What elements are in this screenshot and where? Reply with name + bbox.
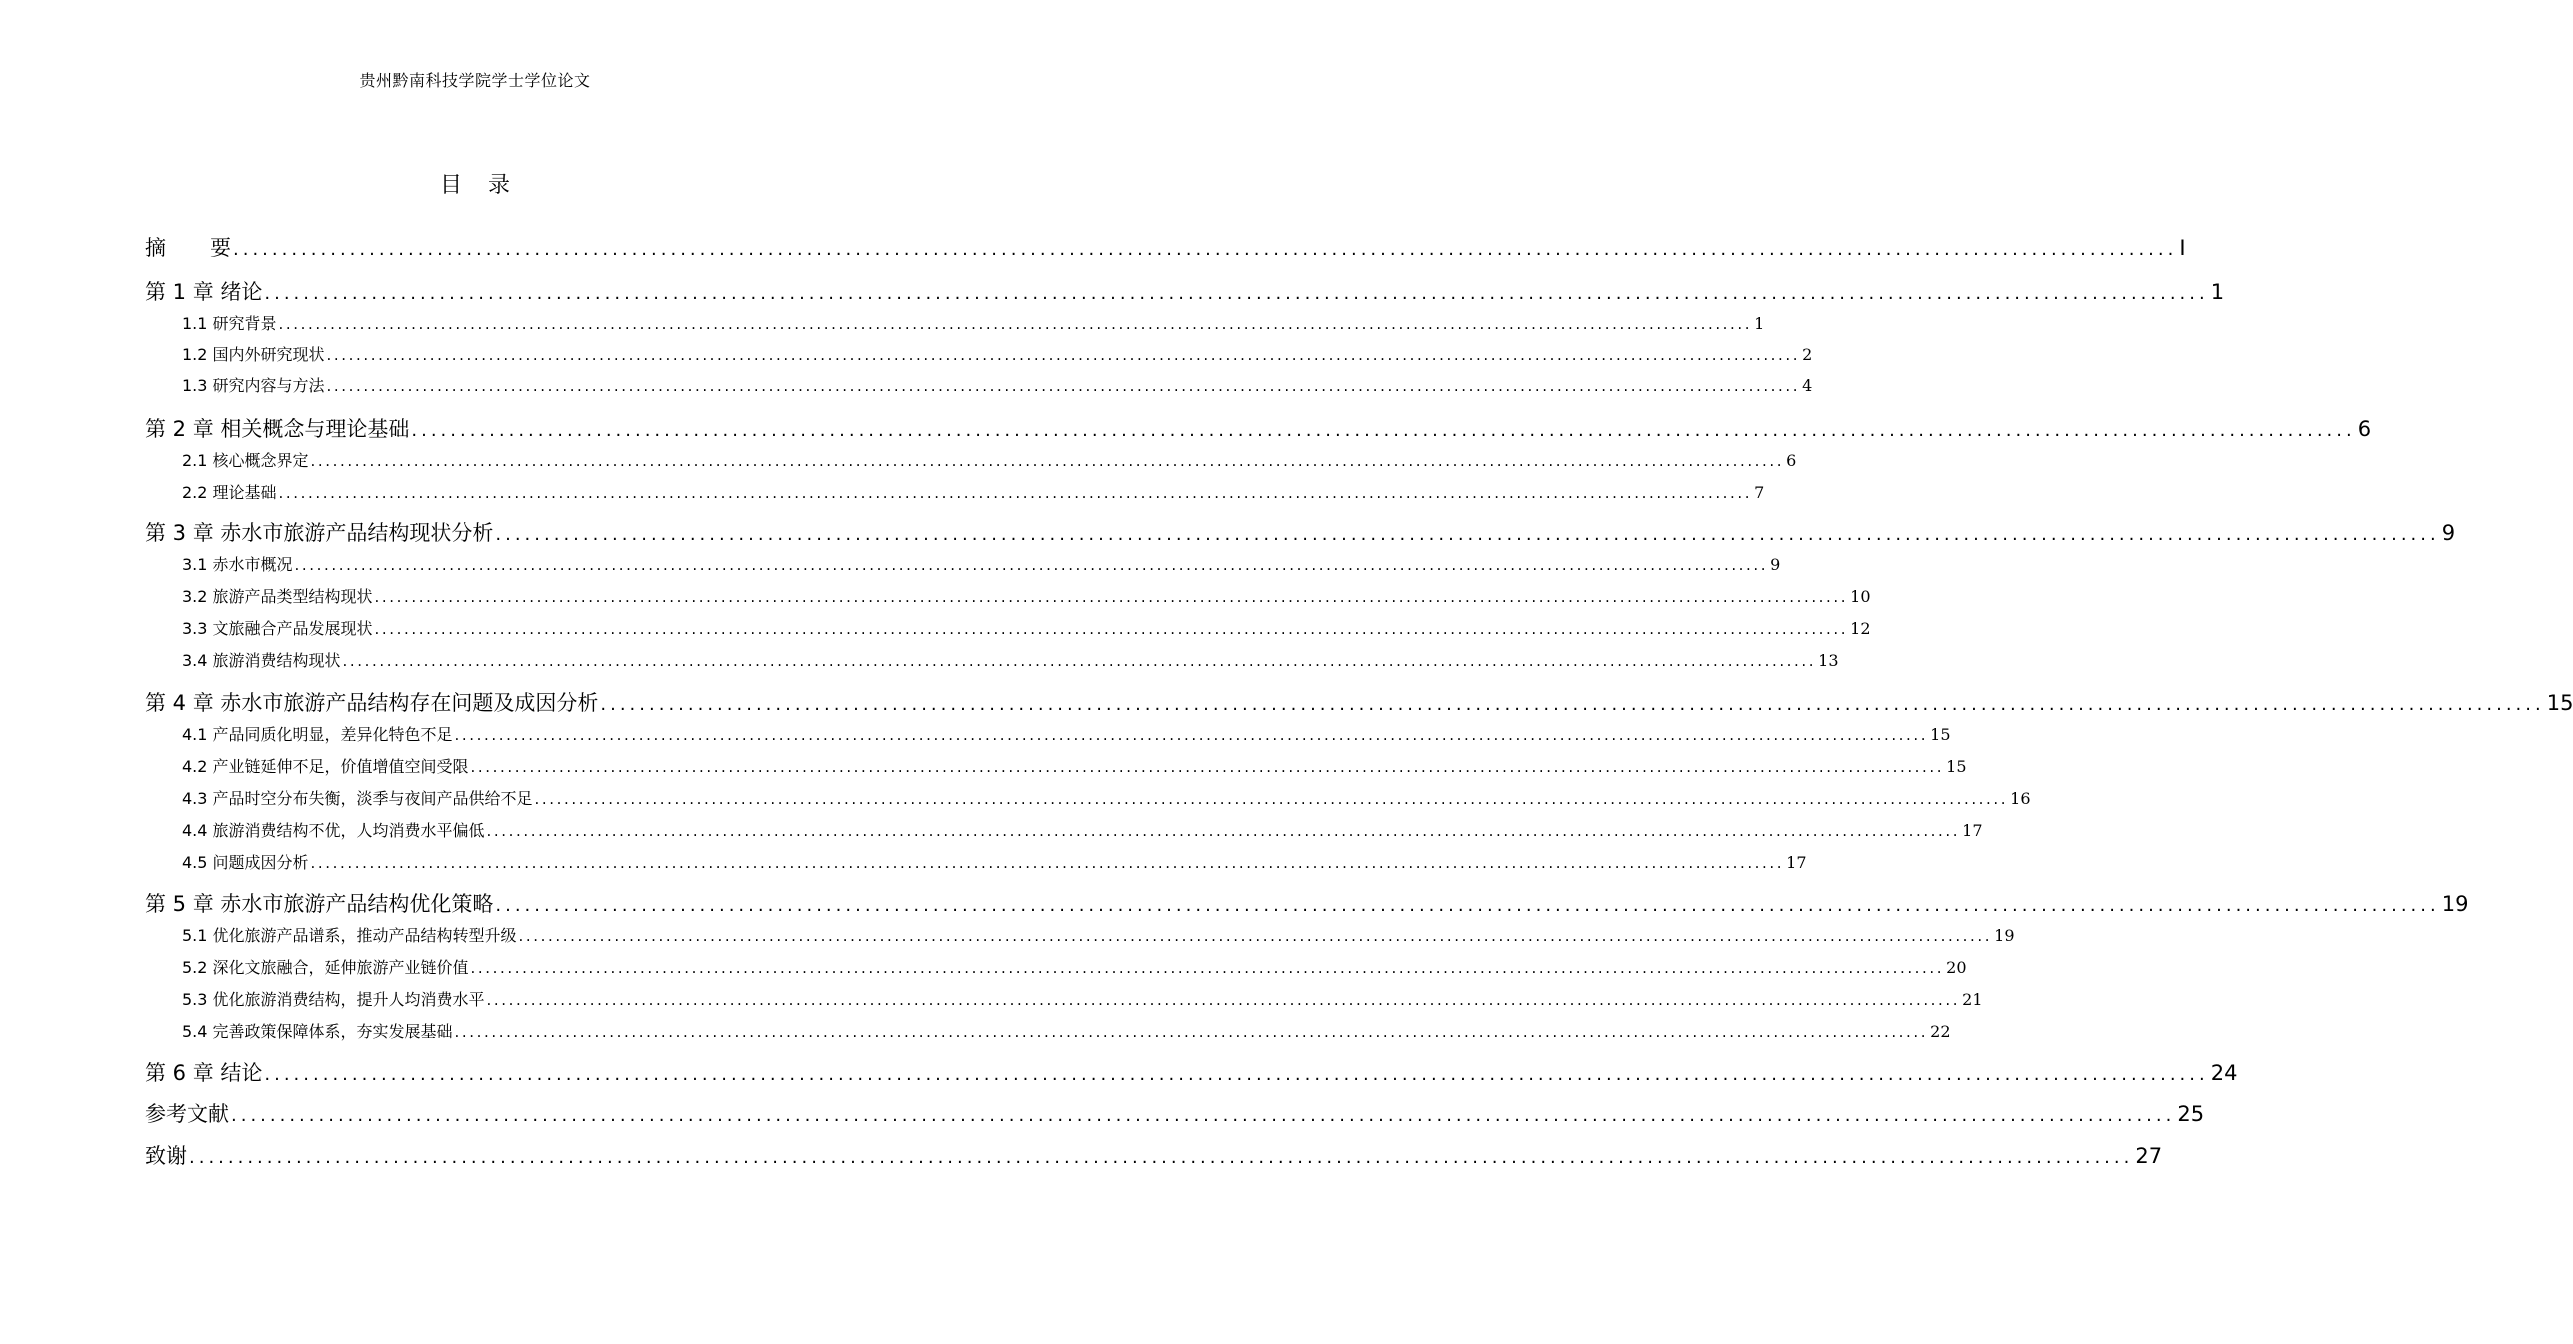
- toc-section-entry[interactable]: [182, 987, 1983, 1011]
- toc-entry-page: 2: [1802, 345, 1813, 364]
- toc-entry-label: 3.4 旅游消费结构现状: [182, 651, 341, 670]
- toc-section-entry[interactable]: [182, 342, 1813, 366]
- toc-leader-dots: ........................................................................................................................................................................................................: [326, 377, 1801, 395]
- toc-entry-label: 摘 要: [145, 236, 231, 260]
- toc-entry-page: 10: [1850, 587, 1871, 606]
- toc-chapter-entry[interactable]: [145, 413, 2372, 443]
- toc-section-entry[interactable]: [182, 1019, 1951, 1043]
- toc-leader-dots: ........................................................................................................................................................................................................: [189, 1147, 2134, 1168]
- toc-leader-dots: ........................................................................................................................................................................................................: [264, 1064, 2209, 1085]
- toc-entry-page: 19: [2441, 892, 2469, 916]
- toc-chapter-entry[interactable]: [145, 1140, 2163, 1170]
- toc-leader-dots: ........................................................................................................................................................................................................: [294, 556, 1769, 574]
- toc-leader-dots: ........................................................................................................................................................................................................: [486, 991, 1961, 1009]
- toc-entry-label: 4.2 产业链延伸不足，价值增值空间受限: [182, 757, 469, 776]
- toc-entry-label: 致谢: [145, 1144, 187, 1168]
- toc-chapter-entry[interactable]: [145, 276, 2225, 306]
- toc-entry-page: 21: [1962, 990, 1983, 1009]
- toc-entry-label: 4.1 产品同质化明显，差异化特色不足: [182, 725, 453, 744]
- toc-entry-page: 16: [2010, 789, 2031, 808]
- toc-leader-dots: ........................................................................................................................................................................................................: [278, 315, 1753, 333]
- toc-entry-page: 24: [2210, 1061, 2238, 1085]
- toc-entry-page: 6: [2357, 417, 2372, 441]
- toc-leader-dots: ........................................................................................................................................................................................................: [278, 484, 1753, 502]
- toc-entry-label: 4.5 问题成因分析: [182, 853, 309, 872]
- toc-leader-dots: ........................................................................................................................................................................................................: [470, 758, 1945, 776]
- toc-entry-page: 9: [2441, 521, 2456, 545]
- toc-leader-dots: ........................................................................................................................................................................................................: [495, 524, 2440, 545]
- toc-entry-label: 4.4 旅游消费结构不优，人均消费水平偏低: [182, 821, 485, 840]
- toc-chapter-entry[interactable]: [145, 888, 2469, 918]
- toc-entry-label: 5.4 完善政策保障体系，夯实发展基础: [182, 1022, 453, 1041]
- toc-section-entry[interactable]: [182, 373, 1813, 397]
- toc-section-entry[interactable]: [182, 786, 2031, 810]
- toc-entry-page: 1: [1754, 314, 1765, 333]
- toc-leader-dots: ........................................................................................................................................................................................................: [342, 652, 1817, 670]
- toc-section-entry[interactable]: [182, 818, 1983, 842]
- toc-chapter-entry[interactable]: [145, 1098, 2205, 1128]
- toc-entry-label: 3.1 赤水市概况: [182, 555, 293, 574]
- toc-leader-dots: ........................................................................................................................................................................................................: [233, 239, 2178, 260]
- toc-section-entry[interactable]: [182, 648, 1839, 672]
- toc-section-entry[interactable]: [182, 584, 1871, 608]
- toc-leader-dots: ........................................................................................................................................................................................................: [534, 790, 2009, 808]
- toc-title-left: 目: [439, 173, 462, 198]
- toc-entry-page: 15: [2546, 691, 2573, 715]
- toc-entry-label: 1.2 国内外研究现状: [182, 345, 325, 364]
- toc-section-entry[interactable]: [182, 850, 1807, 874]
- toc-leader-dots: ........................................................................................................................................................................................................: [411, 420, 2356, 441]
- toc-leader-dots: ........................................................................................................................................................................................................: [310, 854, 1785, 872]
- page-header: 贵州黔南科技学院学士学位论文: [359, 71, 591, 90]
- toc-chapter-entry[interactable]: [145, 1057, 2238, 1087]
- toc-leader-dots: ........................................................................................................................................................................................................: [495, 895, 2440, 916]
- toc-leader-dots: ........................................................................................................................................................................................................: [454, 726, 1929, 744]
- toc-section-entry[interactable]: [182, 311, 1765, 335]
- toc-entry-label: 第 6 章 结论: [145, 1061, 263, 1085]
- toc-entry-label: 3.2 旅游产品类型结构现状: [182, 587, 373, 606]
- toc-section-entry[interactable]: [182, 616, 1871, 640]
- toc-entry-page: 12: [1850, 619, 1871, 638]
- toc-entry-page: 15: [1946, 757, 1967, 776]
- toc-leader-dots: ........................................................................................................................................................................................................: [518, 927, 1993, 945]
- toc-entry-abstract[interactable]: [145, 232, 2186, 262]
- toc-entry-label: 第 3 章 赤水市旅游产品结构现状分析: [145, 521, 494, 545]
- toc-entry-page: 25: [2177, 1102, 2205, 1126]
- toc-entry-page: 6: [1786, 451, 1797, 470]
- toc-leader-dots: ........................................................................................................................................................................................................: [374, 620, 1849, 638]
- toc-entry-page: 22: [1930, 1022, 1951, 1041]
- toc-entry-label: 4.3 产品时空分布失衡，淡季与夜间产品供给不足: [182, 789, 533, 808]
- toc-entry-page: 9: [1770, 555, 1781, 574]
- toc-leader-dots: ........................................................................................................................................................................................................: [264, 283, 2209, 304]
- toc-chapter-entry[interactable]: [145, 687, 2573, 717]
- toc-entry-page: 7: [1754, 483, 1765, 502]
- toc-entry-label: 第 5 章 赤水市旅游产品结构优化策略: [145, 892, 494, 916]
- toc-leader-dots: ........................................................................................................................................................................................................: [231, 1105, 2176, 1126]
- toc-entry-page: 27: [2135, 1144, 2163, 1168]
- toc-section-entry[interactable]: [182, 480, 1765, 504]
- toc-leader-dots: ........................................................................................................................................................................................................: [470, 959, 1945, 977]
- toc-entry-label: 2.2 理论基础: [182, 483, 277, 502]
- toc-leader-dots: ........................................................................................................................................................................................................: [454, 1023, 1929, 1041]
- toc-entry-label: 3.3 文旅融合产品发展现状: [182, 619, 373, 638]
- toc-entry-page: I: [2179, 236, 2186, 260]
- toc-entry-label: 2.1 核心概念界定: [182, 451, 309, 470]
- toc-section-entry[interactable]: [182, 754, 1967, 778]
- toc-entry-page: 20: [1946, 958, 1967, 977]
- toc-entry-page: 19: [1994, 926, 2015, 945]
- toc-entry-label: 5.2 深化文旅融合，延伸旅游产业链价值: [182, 958, 469, 977]
- toc-entry-label: 1.3 研究内容与方法: [182, 376, 325, 395]
- toc-entry-label: 5.3 优化旅游消费结构，提升人均消费水平: [182, 990, 485, 1009]
- toc-entry-page: 15: [1930, 725, 1951, 744]
- toc-entry-label: 参考文献: [145, 1102, 229, 1126]
- toc-section-entry[interactable]: [182, 448, 1797, 472]
- toc-title: [0, 168, 950, 199]
- toc-section-entry[interactable]: [182, 923, 2015, 947]
- toc-entry-page: 1: [2210, 280, 2225, 304]
- toc-section-entry[interactable]: [182, 552, 1781, 576]
- toc-entry-label: 第 4 章 赤水市旅游产品结构存在问题及成因分析: [145, 691, 599, 715]
- toc-leader-dots: ........................................................................................................................................................................................................: [600, 694, 2545, 715]
- toc-entry-page: 17: [1962, 821, 1983, 840]
- toc-entry-label: 5.1 优化旅游产品谱系，推动产品结构转型升级: [182, 926, 517, 945]
- toc-entry-label: 第 2 章 相关概念与理论基础: [145, 417, 410, 441]
- toc-entry-label: 1.1 研究背景: [182, 314, 277, 333]
- toc-section-entry[interactable]: [182, 722, 1951, 746]
- toc-leader-dots: ........................................................................................................................................................................................................: [486, 822, 1961, 840]
- toc-chapter-entry[interactable]: [145, 517, 2456, 547]
- toc-title-right: 录: [488, 173, 511, 198]
- toc-entry-page: 17: [1786, 853, 1807, 872]
- toc-entry-page: 4: [1802, 376, 1813, 395]
- toc-leader-dots: ........................................................................................................................................................................................................: [310, 452, 1785, 470]
- toc-leader-dots: ........................................................................................................................................................................................................: [326, 346, 1801, 364]
- toc-leader-dots: ........................................................................................................................................................................................................: [374, 588, 1849, 606]
- toc-entry-label: 第 1 章 绪论: [145, 280, 263, 304]
- toc-section-entry[interactable]: [182, 955, 1967, 979]
- toc-entry-page: 13: [1818, 651, 1839, 670]
